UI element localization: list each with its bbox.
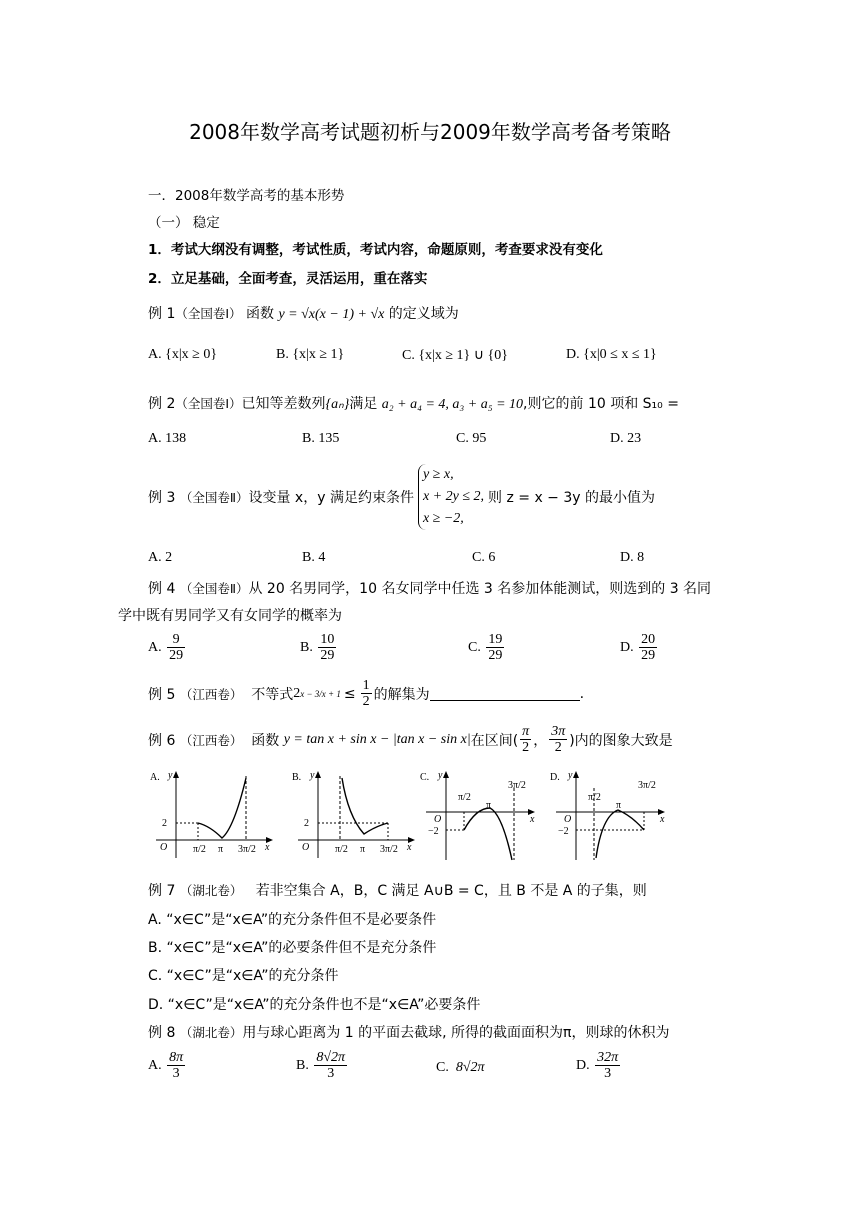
fraction: $\frac{19}{29}$ <box>488 632 503 664</box>
example-label: 例 5 <box>148 686 176 703</box>
svg-text:x: x <box>407 842 412 853</box>
example-label: 例 8 <box>148 1025 176 1041</box>
example-source: （江西卷） <box>179 686 243 702</box>
subsection-heading-stable: （一） 稳定 <box>148 215 220 231</box>
svg-text:C.: C. <box>420 772 430 783</box>
option-b: B. $\frac{8√2\pi}{3}$ <box>296 1050 346 1082</box>
svg-text:π/2: π/2 <box>588 792 601 803</box>
svg-text:π: π <box>360 844 366 855</box>
option-d: D. 23 <box>610 431 642 446</box>
stem-text: 用与球心距离为 1 的平面去截球, 所得的截面面积为π，则球的休积为 <box>242 1025 670 1041</box>
svg-text:−2: −2 <box>558 826 569 837</box>
fraction: $\frac{\pi}{2}$ <box>522 724 530 756</box>
option-c: C. 95 <box>456 431 487 446</box>
svg-text:π/2: π/2 <box>335 844 348 855</box>
svg-text:O: O <box>302 842 310 853</box>
constraint: x + 2y ≤ 2, <box>422 489 485 504</box>
option-c: C. {x|x ≥ 1} ∪ {0} <box>402 348 508 363</box>
constraint: x ≥ −2, <box>422 511 464 526</box>
svg-text:O: O <box>160 842 168 853</box>
svg-text:π/2: π/2 <box>458 792 471 803</box>
option-b: B. 135 <box>302 431 340 446</box>
example-5-stem: 例 5 （江西卷） 不等式 2 x − 3/x + 1 ≤ $\frac{1}{2}$ 的解集为 . <box>148 678 585 710</box>
stem-text: 设变量 x，y 满足约束条件 <box>248 490 414 506</box>
formula: y = tan x + sin x − |tan x − sin x| <box>283 731 471 747</box>
svg-text:π: π <box>486 800 492 811</box>
svg-text:A.: A. <box>150 772 160 783</box>
svg-text:2: 2 <box>304 818 309 829</box>
constraint-system <box>418 464 484 530</box>
graph-c <box>418 768 548 868</box>
example-label: 例 1 <box>148 306 176 322</box>
option-d: D. $\frac{20}{29}$ <box>620 632 656 664</box>
option-a: A. $\frac{9}{29}$ <box>148 632 184 664</box>
stem-text: 的定义域为 <box>388 306 459 322</box>
stem-text: )内的图象大致是 <box>569 732 673 749</box>
example-3-stem <box>148 462 655 532</box>
graph-a <box>148 768 278 868</box>
example-source: （湖北卷） <box>179 1025 243 1040</box>
option-d: D. 8 <box>620 550 645 565</box>
example-source: （湖北卷） <box>179 883 243 898</box>
example-1-stem <box>148 303 459 323</box>
svg-text:O: O <box>434 814 442 825</box>
example-label: 例 4 <box>148 581 176 597</box>
base: 2 <box>293 685 301 701</box>
fraction: $\frac{1}{2}$ <box>362 678 370 710</box>
example-source: （全国卷Ⅰ） <box>175 306 242 321</box>
example-source: （全国卷Ⅱ） <box>179 490 249 505</box>
stem-text: 在区间( <box>470 732 519 749</box>
svg-text:B.: B. <box>292 772 302 783</box>
fraction: $\frac{3\pi}{2}$ <box>551 724 566 756</box>
svg-text:D.: D. <box>550 772 560 783</box>
section-heading-1: 一．2008年数学高考的基本形势 <box>148 188 345 204</box>
svg-text:−2: −2 <box>428 826 439 837</box>
fraction: $\frac{8√2\pi}{3}$ <box>316 1050 346 1082</box>
option-a: A. 2 <box>148 550 173 565</box>
example-8-stem <box>148 1022 669 1042</box>
exponent: x − 3/x + 1 <box>300 688 341 699</box>
option-c: C. “x∈C”是“x∈A”的充分条件 <box>148 968 339 984</box>
constraint: y ≥ x, <box>422 467 454 482</box>
option-b: B. “x∈C”是“x∈A”的必要条件但不是充分条件 <box>148 940 437 956</box>
svg-text:π: π <box>616 800 622 811</box>
example-4-stem <box>148 578 711 598</box>
stem-text: 的解集为 <box>373 686 430 703</box>
option-b: B. {x|x ≥ 1} <box>276 347 345 362</box>
fraction: $\frac{9}{29}$ <box>169 632 184 664</box>
stem-text: 若非空集合 A，B，C 满足 A∪B = C，且 B 不是 A 的子集，则 <box>255 883 647 899</box>
example-7-stem <box>148 880 647 900</box>
option-a: A. “x∈C”是“x∈A”的充分条件但不是必要条件 <box>148 912 437 928</box>
example-6-stem: 例 6 （江西卷） 函数 y = tan x + sin x − |tan x − sin x| 在区间( $\frac{\pi}{2}$ ， $\frac{3\pi}{2}$ )内的图象大致是 <box>148 724 673 756</box>
fraction: $\frac{10}{29}$ <box>320 632 335 664</box>
example-source: （全国卷Ⅱ） <box>179 581 249 596</box>
svg-text:3π/2: 3π/2 <box>380 844 398 855</box>
svg-text:y: y <box>168 770 173 781</box>
svg-text:3π/2: 3π/2 <box>638 780 656 791</box>
fraction: $\frac{32\pi}{3}$ <box>597 1050 619 1082</box>
relation: ≤ <box>343 685 356 702</box>
option-b: B. 4 <box>302 550 326 565</box>
svg-text:3π/2: 3π/2 <box>238 844 256 855</box>
option-d: D. $\frac{32\pi}{3}$ <box>576 1050 619 1082</box>
svg-text:x: x <box>265 842 270 853</box>
page-title: 2008年数学高考试题初析与2009年数学高考备考策略 <box>189 120 671 144</box>
option-a: A. {x|x ≥ 0} <box>148 347 218 362</box>
svg-text:y: y <box>310 770 315 781</box>
stem-text: 函数 <box>251 732 280 749</box>
svg-text:x: x <box>660 814 665 825</box>
stem-text: 则 z = x − 3y 的最小值为 <box>488 490 656 506</box>
stem-text: ,则它的前 10 项和 S₁₀ = <box>523 396 679 412</box>
option-c: C. $\frac{19}{29}$ <box>468 632 503 664</box>
stem-text: 从 20 名男同学，10 名女同学中任选 3 名参加体能测试，则选到的 3 名同 <box>248 581 712 597</box>
fraction: $\frac{20}{29}$ <box>641 632 656 664</box>
example-label: 例 7 <box>148 883 176 899</box>
formula: y = √x(x − 1) + √x <box>278 307 385 322</box>
graph-b <box>290 768 420 868</box>
example-label: 例 6 <box>148 732 176 749</box>
graph-d <box>548 768 678 868</box>
svg-text:π/2: π/2 <box>193 844 206 855</box>
svg-text:y: y <box>438 770 443 781</box>
option-a: A. 138 <box>148 431 187 446</box>
fraction: $\frac{8\pi}{3}$ <box>169 1050 184 1082</box>
svg-text:3π/2: 3π/2 <box>508 780 526 791</box>
example-4-stem-line2: 学中既有男同学又有女同学的概率为 <box>118 608 342 624</box>
option-c: C. 8√2π <box>436 1060 485 1075</box>
svg-text:x: x <box>530 814 535 825</box>
option-b: B. $\frac{10}{29}$ <box>300 632 335 664</box>
answer-blank <box>430 687 580 701</box>
point-1: 1．考试大纲没有调整，考试性质，考试内容，命题原则，考查要求没有变化 <box>148 242 603 258</box>
svg-text:π: π <box>218 844 224 855</box>
example-source: （全国卷Ⅰ） <box>175 396 242 411</box>
svg-text:y: y <box>568 770 573 781</box>
formula: a₂ + a₄ = 4, a₃ + a₅ = 10 <box>381 397 524 412</box>
option-d: D. “x∈C”是“x∈A”的充分条件也不是“x∈A”必要条件 <box>148 997 481 1013</box>
point-2: 2．立足基础，全面考查，灵活运用，重在落实 <box>148 271 428 287</box>
option-a: A. $\frac{8\pi}{3}$ <box>148 1050 184 1082</box>
stem-text: 函数 <box>246 306 274 322</box>
stem-text: 已知等差数列 <box>241 396 326 412</box>
svg-text:2: 2 <box>162 818 167 829</box>
sequence: {aₙ} <box>325 397 350 412</box>
example-label: 例 3 <box>148 490 176 506</box>
stem-text: 满足 <box>349 396 378 412</box>
example-2-stem <box>148 393 679 413</box>
example-label: 例 2 <box>148 396 176 412</box>
stem-text: 不等式 <box>251 686 294 703</box>
option-d: D. {x|0 ≤ x ≤ 1} <box>566 347 657 362</box>
example-source: （江西卷） <box>179 732 243 748</box>
option-c: C. 6 <box>472 550 496 565</box>
svg-text:O: O <box>564 814 572 825</box>
